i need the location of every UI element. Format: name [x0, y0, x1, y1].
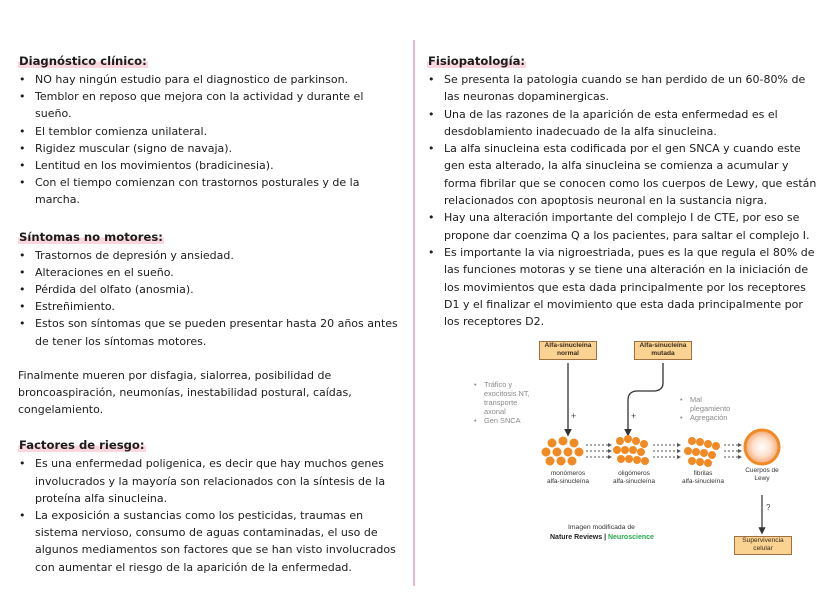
arrow-mutada	[628, 363, 663, 435]
list-item: • El temblor comienza unilateral.	[18, 123, 403, 140]
list-item: • Estreñimiento.	[18, 298, 403, 315]
list-diagnostico	[18, 71, 403, 209]
list-item: • NO hay ningún estudio para el diagnostico de parkinson.	[18, 71, 403, 88]
plus-normal: +	[571, 411, 577, 421]
box-supervivencia	[734, 536, 792, 555]
list-item: • Una de las razones de la aparición de esta enfermedad es el desdoblamiento inadecuado de la alfa sinucleina.	[427, 106, 817, 141]
box-supervivencia-line1: Supervivencia	[742, 537, 784, 544]
credit-nature-reviews: Nature Reviews |	[550, 534, 608, 541]
column-divider	[413, 40, 415, 586]
list-item: • Pérdida del olfato (anosmia).	[18, 281, 403, 298]
note-bullet-trafico	[474, 380, 530, 416]
label-oligomeros	[594, 470, 674, 486]
list-item: • Alteraciones en el sueño.	[18, 264, 403, 281]
note-text: plegamiento	[690, 404, 731, 413]
notes-left	[474, 380, 530, 425]
question-mark: ?	[766, 503, 771, 512]
box-alfa-normal	[539, 341, 597, 360]
paragraph-mortalidad: Finalmente mueren por disfagia, sialorrea, posibilidad de broncoaspiración, neumonías, inestabilidad postural, caídas, congelamiento.	[18, 368, 352, 417]
monomer-cluster	[542, 437, 584, 466]
section-sintomas	[18, 226, 403, 350]
label-line: Cuerpos de	[745, 467, 779, 474]
section-fisiopatologia	[427, 50, 817, 330]
note-bullet-plegamiento	[680, 395, 730, 413]
note-text: Gen SNCA	[484, 416, 521, 425]
list-item: • Rigidez muscular (signo de navaja).	[18, 140, 403, 157]
box-alfa-mutada	[634, 341, 692, 360]
section-riesgo	[18, 434, 403, 575]
list-item: • Es importante la via nigroestriada, pues es la que regula el 80% de las funciones motoras y se tiene una alteración en la iniciación de los movimientos que esta dada principalmente por los receptores D1 y el finalizar el movimiento que esta dada principalmente por los receptores D2.	[427, 244, 817, 330]
list-fisiopatologia	[427, 71, 817, 330]
note-text: Agregación	[690, 413, 728, 422]
box-normal-line1: Alfa-sinucleína	[544, 342, 592, 349]
box-normal-line2: normal	[557, 350, 579, 357]
heading-fisiopatologia: Fisiopatología:	[428, 54, 526, 68]
right-column	[427, 50, 817, 347]
list-item: • La exposición a sustancias como los pesticidas, traumas en sistema nervioso, consumo de aguas contaminadas, el uso de algunos mediamentos son factores que se han visto involucrados con aumentar el riesgo de la aparición de la enfermedad.	[18, 507, 403, 576]
list-sintomas	[18, 247, 403, 350]
oligomer-cluster	[613, 435, 649, 465]
note-text: exocitosis NT,	[484, 389, 530, 398]
label-line: oligómeros	[618, 470, 650, 477]
credit-neuroscience: Neuroscience	[607, 534, 654, 541]
list-item: • Hay una alteración importante del complejo I de CTE, por eso se propone dar coenzima Q a los pacientes, para saltar el complejo I.	[427, 209, 817, 244]
list-item: • Trastornos de depresión y ansiedad.	[18, 247, 403, 264]
bullet-icon: •	[474, 416, 477, 425]
list-item: • Es una enfermedad poligenica, es decir que hay muchos genes involucrados y la mayoría son relacionados con la síntesis de la proteína alfa sinucleina.	[18, 455, 403, 507]
list-item: • Estos son síntomas que se pueden presentar hasta 20 años antes de tener los síntomas motores.	[18, 315, 403, 349]
note-bullet-agregacion	[680, 413, 730, 422]
label-line: Lewy	[754, 475, 770, 482]
credit-line2	[550, 534, 654, 541]
list-item: • Temblor en reposo que mejora con la actividad y durante el sueño.	[18, 88, 403, 122]
label-line: fibrilas	[693, 470, 713, 477]
bullet-icon: •	[680, 413, 683, 422]
credit-line1: Imagen modificada de	[568, 524, 635, 531]
section-diagnostico	[18, 50, 403, 209]
label-line: alfa-sinucleína	[682, 478, 724, 485]
note-text: transporte	[484, 398, 518, 407]
label-lewy	[737, 467, 787, 483]
bullet-icon: •	[680, 395, 683, 404]
note-text: axonal	[484, 407, 506, 416]
heading-diagnostico: Diagnóstico clínico:	[19, 54, 147, 68]
lewy-body	[745, 430, 779, 464]
bullet-icon: •	[474, 380, 477, 389]
list-item: • Se presenta la patologia cuando se han perdido de un 60-80% de las neuronas dopaminergicas.	[427, 71, 817, 106]
label-line: alfa-sinucleína	[547, 478, 589, 485]
heading-riesgo: Factores de riesgo:	[19, 438, 145, 453]
note-bullet-gen	[474, 416, 530, 425]
box-mutada-line1: Alfa-sinucleína	[639, 342, 687, 349]
box-mutada-line2: mutada	[651, 350, 675, 357]
list-item: • Con el tiempo comienzan con trastornos posturales y de la marcha.	[18, 174, 403, 208]
label-line: monómeros	[550, 470, 586, 477]
heading-sintomas: Síntomas no motores:	[19, 229, 163, 244]
list-riesgo	[18, 455, 403, 575]
list-item: • Lentitud en los movimientos (bradicinesia).	[18, 157, 403, 174]
fibril-cluster	[684, 437, 720, 467]
label-line: alfa-sinucleína	[613, 478, 655, 485]
plus-mutada: +	[631, 411, 637, 421]
note-text: Mal	[690, 395, 702, 404]
label-fibrilas	[663, 470, 743, 486]
left-column	[18, 50, 403, 593]
alpha-synuclein-figure	[470, 335, 820, 565]
note-text: Tráfico y	[484, 380, 513, 389]
figure-graphics	[470, 335, 820, 565]
box-supervivencia-line2: celular	[753, 545, 773, 552]
notes-right	[680, 395, 730, 422]
list-item: • La alfa sinucleina esta codificada por el gen SNCA y cuando este gen esta alterado, la alfa sinucleina se comienza a acumular y forma fibrilar que se conocen como los cuerpos de Lewy, que están relacionados con apoptosis neuronal en la sustancia nigra.	[427, 140, 817, 209]
